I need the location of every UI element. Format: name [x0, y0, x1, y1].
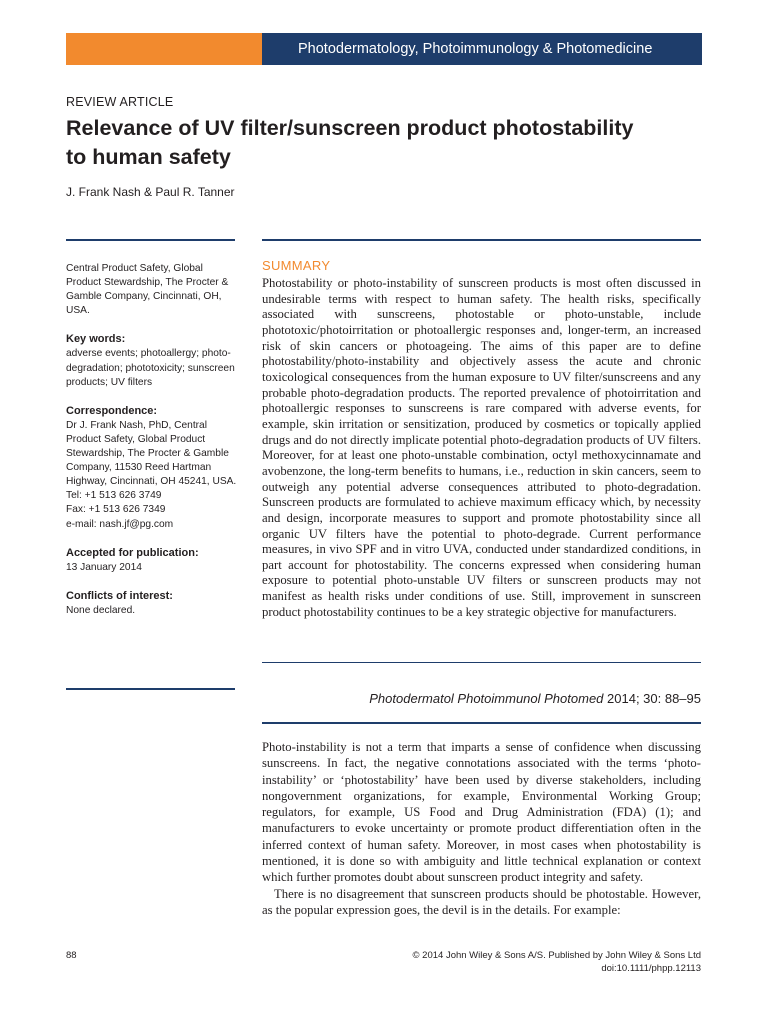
body-paragraph: Photo-instability is not a term that imparts a sense of confidence when discussing sunscreens. In fact, the negative connotations associated with the terms ‘photo-instability’ or ‘photostability’ have been used by diverse stakeholders, including nongovernment organizations, for example, Environmental Working Group; regulators, for example, US Food and Drug Administration (FDA) (1); and manufacturers to evoke uncertainty or promote product differentiation often in the inferred context of human safety. Moreover, in most cases when photostability is mentioned, it is done so with ambiguity and little technical explanation or context which further promotes doubt about sunscreen product integrity and safety.	[262, 740, 701, 885]
article-info-sidebar	[66, 262, 238, 632]
sidebar-top-rule	[66, 239, 235, 241]
affiliation: Central Product Safety, Global Product Stewardship, The Procter & Gamble Company, Cincinnati, OH, USA.	[66, 263, 229, 317]
summary-top-rule	[262, 239, 701, 241]
citation-details: 2014; 30: 88–95	[603, 691, 701, 706]
correspondence-email[interactable]: e-mail: nash.jf@pg.com	[66, 518, 174, 530]
footer-copyright-block	[300, 949, 701, 975]
copyright-line: © 2014 John Wiley & Sons A/S. Published by John Wiley & Sons Ltd	[412, 950, 701, 961]
accepted-heading: Accepted for publication:	[66, 546, 199, 559]
keywords-heading: Key words:	[66, 333, 126, 346]
body-paragraph: There is no disagreement that sunscreen products should be photostable. However, as the popular expression goes, the devil is in the details. For example:	[262, 886, 701, 917]
article-title	[66, 114, 706, 172]
article-type: REVIEW ARTICLE	[66, 95, 174, 109]
summary-bottom-rule	[262, 662, 701, 663]
title-line-1: Relevance of UV filter/sunscreen product photostability	[66, 116, 634, 140]
correspondence-fax: Fax: +1 513 626 7349	[66, 504, 166, 516]
journal-citation	[262, 691, 701, 706]
keywords-block	[66, 332, 238, 389]
sidebar-bottom-rule	[66, 688, 235, 690]
citation-journal: Photodermatol Photoimmunol Photomed	[369, 691, 604, 706]
keywords: adverse events; photoallergy; photo-degradation; phototoxicity; sunscreen products; UV filters	[66, 348, 235, 388]
summary-heading: SUMMARY	[262, 258, 331, 273]
journal-header-bar	[66, 33, 702, 65]
journal-name: Photodermatology, Photoimmunology & Photomedicine	[262, 33, 702, 65]
correspondence-tel: Tel: +1 513 626 3749	[66, 490, 162, 502]
authors: J. Frank Nash & Paul R. Tanner	[66, 185, 235, 199]
accepted-block	[66, 546, 238, 575]
body-top-rule	[262, 722, 701, 724]
doi[interactable]: doi:10.1111/phpp.12113	[601, 963, 701, 974]
article-body	[262, 739, 701, 918]
conflicts-text: None declared.	[66, 604, 136, 616]
header-accent-block	[66, 33, 262, 65]
conflicts-heading: Conflicts of interest:	[66, 589, 173, 602]
affiliation-block	[66, 262, 238, 318]
correspondence-block	[66, 404, 238, 532]
summary-text: Photostability or photo-instability of sunscreen products is most often discussed in undesirable terms with respect to human safety. The health risks, specifically associated with sunscreens, photostable or photo-unstable, include phototoxic/photoirritation or photoallergic responses and, longer-term, an increased risk of skin cancers or photoageing. The aims of this paper are to define photostability/photo-instability and objectively assess the acute and chronic toxicological consequences from the human exposure to UV filter/sunscreens and any probable photo-degradation products. The reported prevalence of photoirritation and photoallergic responses to sunscreens is rare compared with adverse events, for example, skin irritation or sensitization, produced by cosmetics or topically applied drugs and do not directly implicate potential photo-degradation products of UV filters. Moreover, for at least one photo-unstable combination, octyl methoxycinnamate and avobenzone, the long-term benefits to humans, i.e., reduction in skin cancers, seem to outweigh any potential adverse consequences attributed to photo-degradation. Sunscreen products are formulated to achieve maximum efficacy which, by necessity and design, incorporate measures to support and promote photostability since all organic UV filters have the potential to photo-degrade. Current performance measures, in vivo SPF and in vitro UVA, conducted under standardized conditions, in part account for photostability. The concerns expressed when considering human exposure to potential photo-unstable UV filters or sunscreen products may not manifest as health risks under conditions of use. Still, improvement in sunscreen product photostability continues to be a key strategic objective for manufacturers.	[262, 276, 701, 619]
title-line-2: to human safety	[66, 145, 231, 169]
page-number: 88	[66, 950, 77, 961]
correspondence-heading: Correspondence:	[66, 404, 158, 417]
conflicts-block	[66, 589, 238, 618]
correspondence-address: Dr J. Frank Nash, PhD, Central Product Safety, Global Product Stewardship, The Procter & Gamble Company, 11530 Reed Hartman Highway, Cincinnati, OH 45241, USA.	[66, 419, 237, 488]
accepted-date: 13 January 2014	[66, 561, 142, 573]
